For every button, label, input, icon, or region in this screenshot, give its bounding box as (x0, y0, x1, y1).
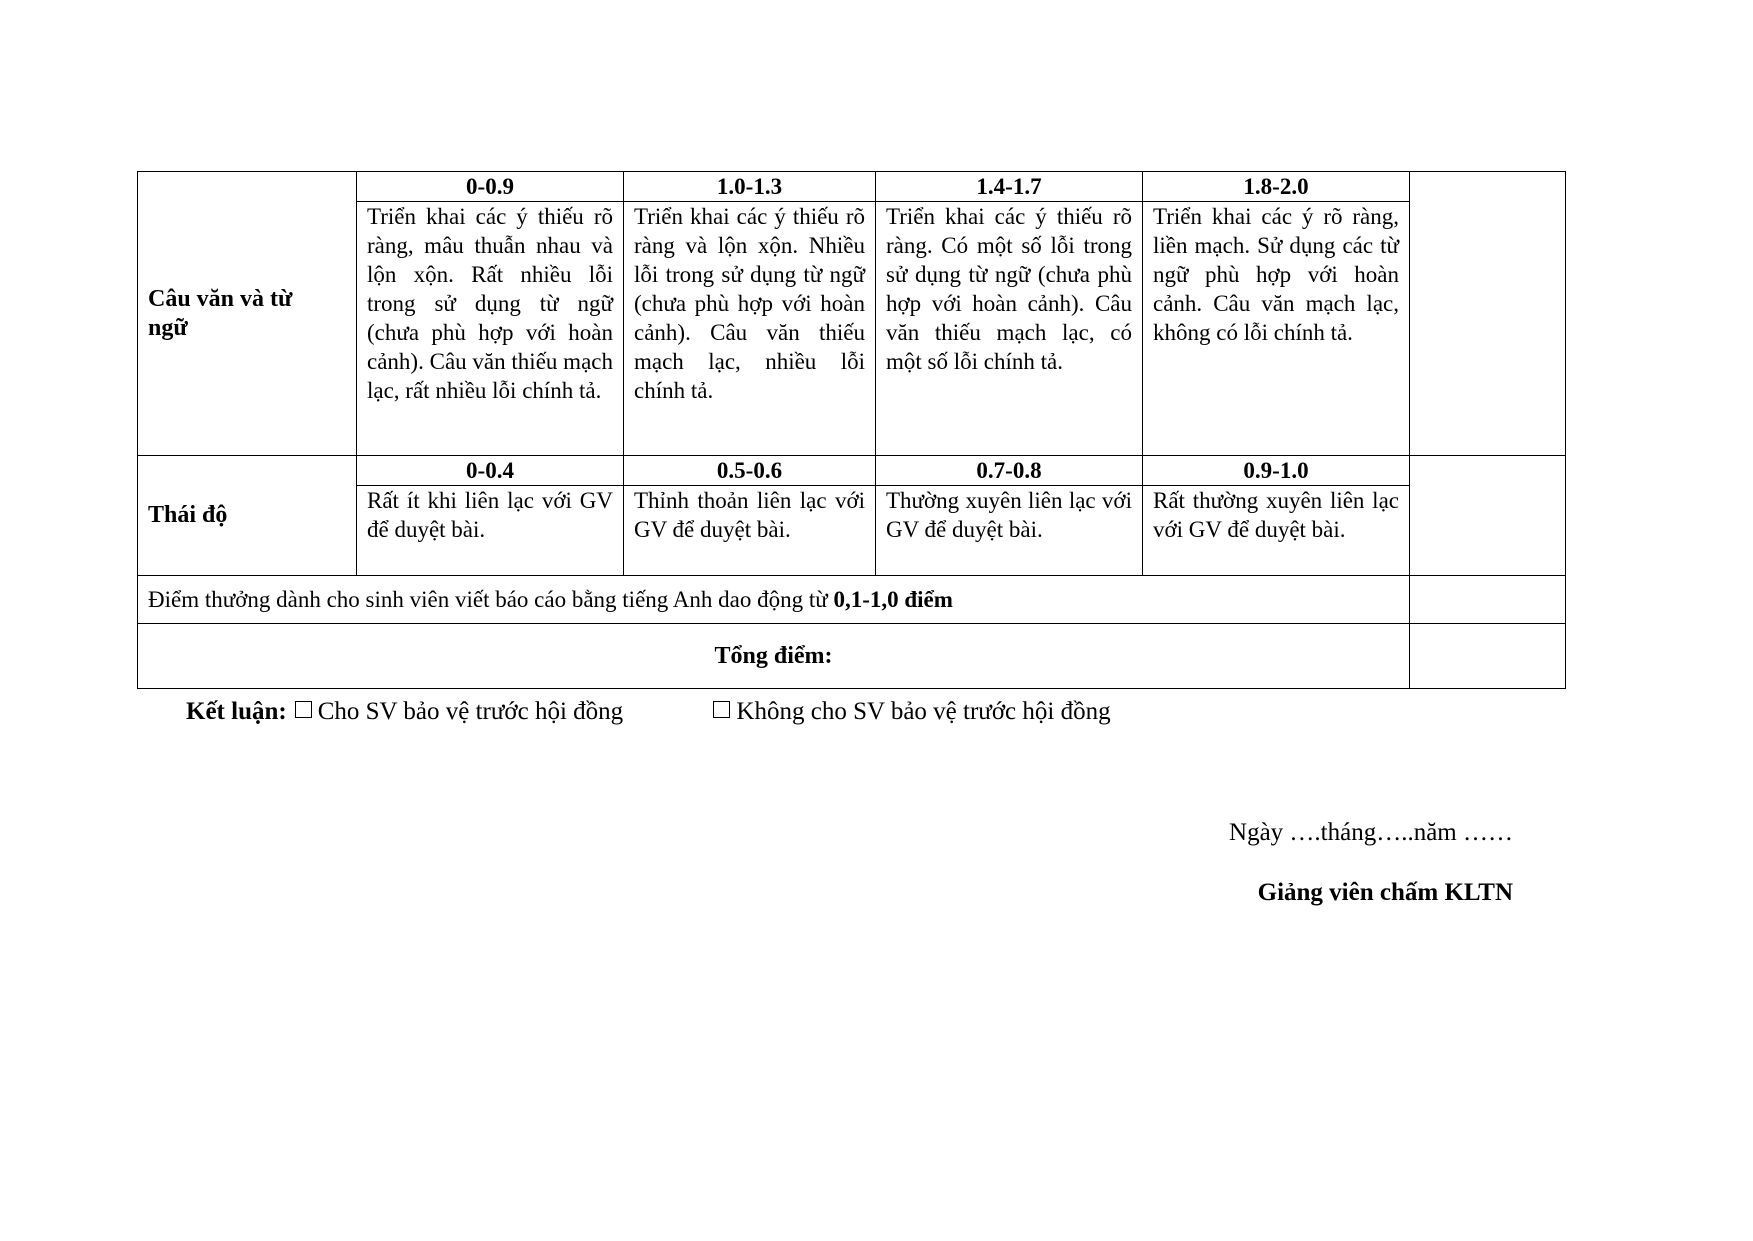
conclusion (186, 698, 1111, 726)
score-entry-cell[interactable] (1410, 172, 1566, 456)
total-score-cell[interactable] (1410, 624, 1566, 689)
level-description: Thỉnh thoản liên lạc với GV để duyệt bài. (624, 486, 876, 576)
criterion-cell (138, 172, 357, 456)
level-description: Triển khai các ý thiếu rõ ràng, mâu thuẫn nhau và lộn xộn. Rất nhiều lỗi trong sử dụng từ ngữ (chưa phù hợp với hoàn cảnh). Câu văn thiếu mạch lạc, rất nhiều lỗi chính tả. (357, 202, 624, 456)
score-range: 0-0.4 (357, 456, 624, 486)
bonus-row (138, 576, 1566, 624)
score-range: 0-0.9 (357, 172, 624, 202)
date-line: Ngày ….tháng…..năm …… (1229, 819, 1513, 846)
level-description: Triển khai các ý thiếu rõ ràng và lộn xộn. Nhiều lỗi trong sử dụng từ ngữ (chưa phù hợp với hoàn cảnh). Câu văn thiếu mạch lạc, nhiều lỗi chính tả. (624, 202, 876, 456)
criterion-label: Thái độ (148, 502, 228, 528)
rubric-table (137, 171, 1566, 689)
rubric-row-score-header (138, 456, 1566, 486)
criterion-label: Câu văn và từ ngữ (148, 285, 293, 341)
level-description: Rất thường xuyên liên lạc với GV để duyệt bài. (1143, 486, 1410, 576)
level-description: Triển khai các ý thiếu rõ ràng. Có một số lỗi trong sử dụng từ ngữ (chưa phù hợp với hoàn cảnh). Câu văn thiếu mạch lạc, có một số lỗi chính tả. (876, 202, 1143, 456)
criterion-cell (138, 456, 357, 576)
total-label: Tổng điểm: (138, 624, 1410, 689)
total-row (138, 624, 1566, 689)
level-description: Rất ít khi liên lạc với GV để duyệt bài. (357, 486, 624, 576)
allow-defense-label: Cho SV bảo vệ trước hội đồng (317, 698, 624, 725)
signer-title: Giảng viên chấm KLTN (1257, 879, 1513, 906)
level-description: Triển khai các ý rõ ràng, liền mạch. Sử dụng các từ ngữ phù hợp với hoàn cảnh. Câu văn mạch lạc, không có lỗi chính tả. (1143, 202, 1410, 456)
score-range: 1.0-1.3 (624, 172, 876, 202)
score-range: 0.5-0.6 (624, 456, 876, 486)
allow-defense-checkbox[interactable] (295, 701, 312, 718)
bonus-text: Điểm thưởng dành cho sinh viên viết báo cáo bằng tiếng Anh dao động từ (148, 587, 834, 612)
bonus-cell (138, 576, 1410, 624)
deny-defense-label: Không cho SV bảo vệ trước hội đồng (736, 698, 1111, 725)
score-range: 1.8-2.0 (1143, 172, 1410, 202)
bonus-range: 0,1-1,0 điểm (833, 587, 953, 612)
deny-defense-checkbox[interactable] (713, 701, 730, 718)
conclusion-label: Kết luận: (186, 698, 287, 725)
rubric-row-score-header (138, 172, 1566, 202)
score-range: 1.4-1.7 (876, 172, 1143, 202)
level-description: Thường xuyên liên lạc với GV để duyệt bài. (876, 486, 1143, 576)
bonus-score-cell[interactable] (1410, 576, 1566, 624)
score-range: 0.9-1.0 (1143, 456, 1410, 486)
deny-defense-option (713, 698, 1110, 725)
score-range: 0.7-0.8 (876, 456, 1143, 486)
score-entry-cell[interactable] (1410, 456, 1566, 576)
